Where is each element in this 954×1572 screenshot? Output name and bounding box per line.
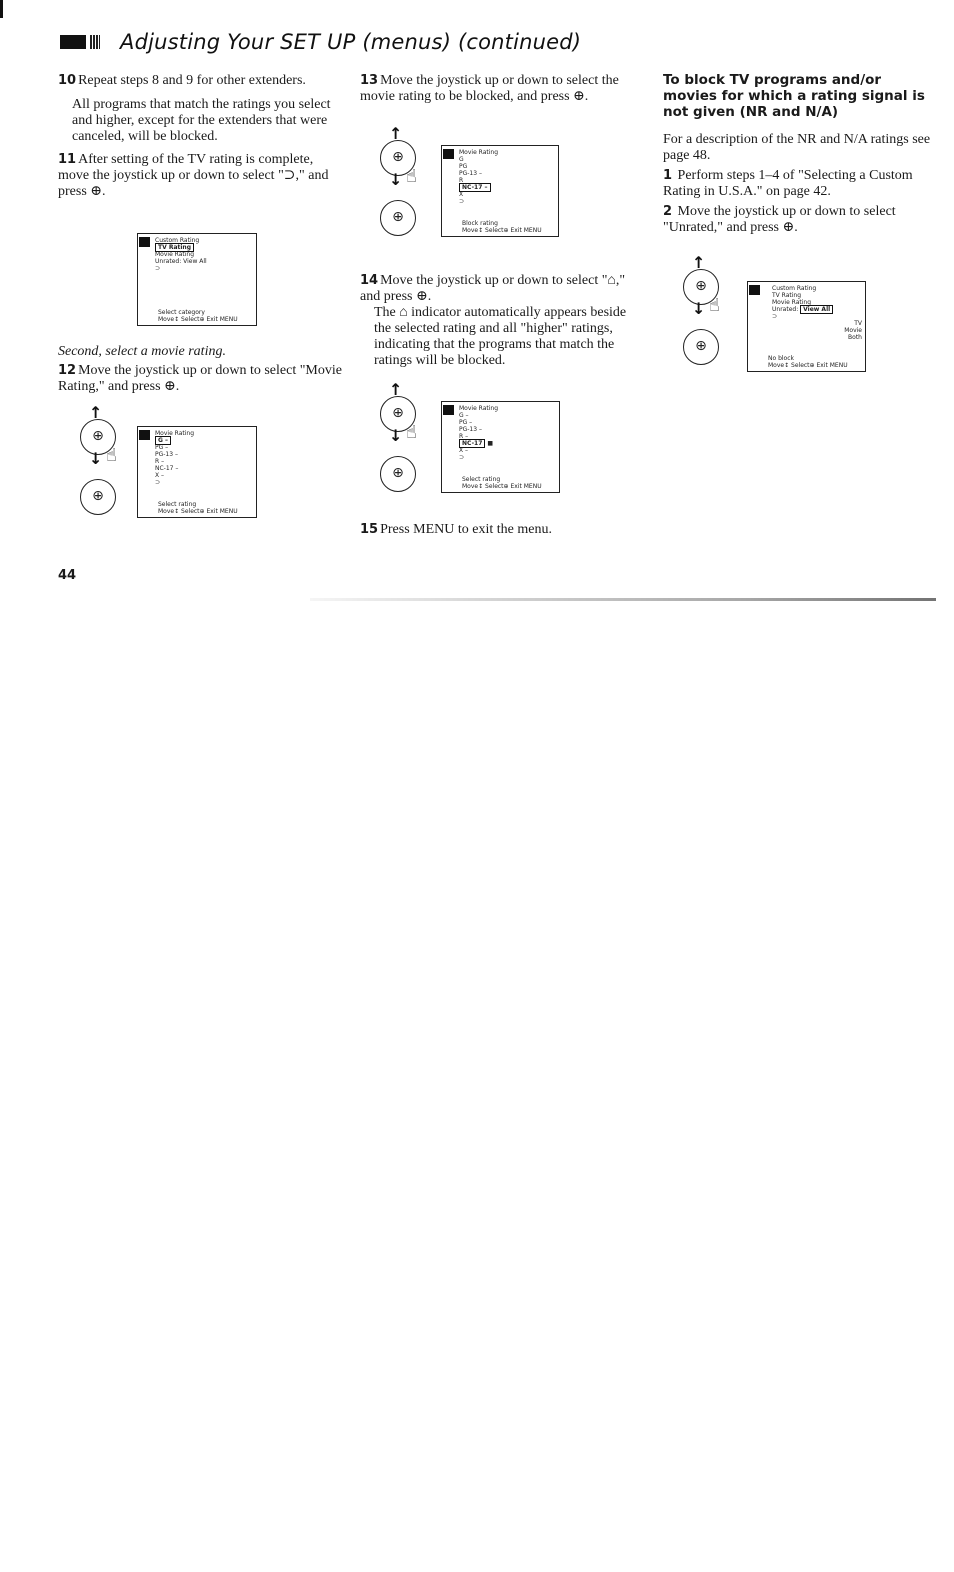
intro-text: For a description of the NR and N/A ratings see page 48. (663, 132, 931, 163)
joystick-icon: ⊕ (380, 396, 416, 432)
joystick-icon: ⊕ (380, 140, 416, 176)
screen-lines: Movie Rating G – PG – PG-13 – R – NC-17 – X – ⊃ (155, 430, 195, 486)
joystick-icon: ⊕ (683, 329, 719, 365)
hand-press-icon: ☝ (406, 166, 417, 187)
step-text: After setting of the TV rating is complete, move the joystick up or down to select "⊃," and press ⊕. (58, 152, 329, 199)
margin-bar (0, 0, 3, 18)
arrow-up-icon: ↑ (692, 253, 706, 272)
screen-line: Unrated: View All (155, 258, 207, 265)
column-3 (663, 72, 938, 236)
joystick-figure (80, 405, 140, 525)
menu-icon (139, 237, 150, 247)
step-1 (663, 168, 938, 200)
screen-lines (155, 237, 207, 272)
page-title: Adjusting Your SET UP (menus) (continued) (120, 30, 582, 54)
step-number: 11 (58, 152, 77, 167)
menu-icon (139, 430, 150, 440)
step-text: Move the joystick up or down to select "⌂," and press ⊕. (360, 273, 626, 304)
step-10-note: All programs that match the ratings you select and higher, except for the extenders that were canceled, will be blocked. (72, 97, 331, 144)
arrow-down-icon: ↓ (389, 426, 403, 445)
hand-press-icon: ☝ (406, 422, 417, 443)
hand-press-icon: ☝ (106, 445, 117, 466)
joystick-icon: ⊕ (380, 456, 416, 492)
joystick-figure (380, 382, 440, 502)
step-number: 12 (58, 363, 77, 378)
joystick-figure (380, 126, 440, 246)
section-tab-icon (60, 35, 86, 49)
step-14 (360, 273, 645, 369)
joystick-icon: ⊕ (80, 419, 116, 455)
step-number: 2 (663, 204, 673, 219)
step-text: Move the joystick up or down to select "Unrated," and press ⊕. (663, 204, 896, 235)
step-2 (663, 204, 938, 236)
page-header (60, 30, 581, 54)
step-number: 13 (360, 73, 379, 88)
menu-icon (443, 405, 454, 415)
step-12 (58, 363, 343, 395)
step-number: 14 (360, 273, 379, 288)
arrow-up-icon: ↑ (89, 403, 103, 422)
step-10 (58, 73, 343, 89)
screen-footer: Select category Move↕ Select⊕ Exit MENU (158, 309, 238, 323)
screen-footer: Select rating Move↕ Select⊕ Exit MENU (158, 501, 238, 515)
step-number: 15 (360, 522, 379, 537)
joystick-icon: ⊕ (80, 479, 116, 515)
osd-screen-block-rating (441, 145, 559, 237)
screen-highlight: TV Rating (155, 244, 207, 251)
screen-footer: Select rating Move↕ Select⊕ Exit MENU (462, 476, 542, 490)
step-14-note: The ⌂ indicator automatically appears beside the selected rating and all "higher" ratings, indicating that the programs that match the ratings will be blocked. (374, 305, 627, 368)
section-heading: To block TV programs and/or movies for which a rating signal is not given (NR and N/A) (663, 72, 925, 120)
menu-icon (749, 285, 760, 295)
arrow-down-icon: ↓ (89, 449, 103, 468)
screen-title: Custom Rating (155, 237, 200, 244)
screen-footer: No block Move↕ Select⊕ Exit MENU (768, 355, 848, 369)
caption: Second, select a movie rating. (58, 344, 226, 359)
joystick-icon: ⊕ (380, 200, 416, 236)
step-text: Move the joystick up or down to select "Movie Rating," and press ⊕. (58, 363, 342, 394)
arrow-up-icon: ↑ (389, 124, 403, 143)
osd-screen-movie-rating-blocked (441, 401, 560, 493)
step-15 (360, 522, 645, 538)
osd-screen-custom-rating (137, 233, 257, 326)
step-number: 1 (663, 168, 673, 183)
step-11 (58, 152, 343, 200)
osd-screen-unrated (747, 281, 866, 372)
lock-icon: ■ (487, 440, 493, 447)
arrow-down-icon: ↓ (692, 299, 706, 318)
hand-press-icon: ☝ (709, 295, 720, 316)
scan-artifact-line (310, 598, 936, 601)
section-tab-icon (90, 35, 100, 49)
menu-icon (443, 149, 454, 159)
step-text: Repeat steps 8 and 9 for other extenders. (78, 73, 306, 88)
step-text: Perform steps 1–4 of "Selecting a Custom Rating in U.S.A." on page 42. (663, 168, 913, 199)
osd-screen-movie-rating (137, 426, 257, 518)
column-1 (58, 73, 343, 200)
joystick-icon: ⊕ (683, 269, 719, 305)
screen-lines: Movie Rating G – PG – PG-13 – R – NC-17 ■ X – ⊃ (459, 405, 499, 461)
step-text: Move the joystick up or down to select the movie rating to be blocked, and press ⊕. (360, 73, 619, 104)
screen-footer: Block rating Move↕ Select⊕ Exit MENU (462, 220, 542, 234)
arrow-down-icon: ↓ (389, 170, 403, 189)
step-13 (360, 73, 645, 105)
screen-line: ⊃ (155, 265, 161, 272)
arrow-up-icon: ↑ (389, 380, 403, 399)
page-number: 44 (58, 568, 77, 583)
screen-line: Movie Rating (155, 251, 195, 258)
joystick-figure (683, 255, 743, 375)
screen-lines: Custom Rating TV Rating Movie Rating Unrated: View All ⊃ TV Movie Both (772, 285, 862, 341)
step-text: Press MENU to exit the menu. (380, 522, 552, 537)
screen-lines: Movie Rating G PG PG-13 – R NC-17 – X ⊃ (459, 149, 499, 205)
step-number: 10 (58, 73, 77, 88)
